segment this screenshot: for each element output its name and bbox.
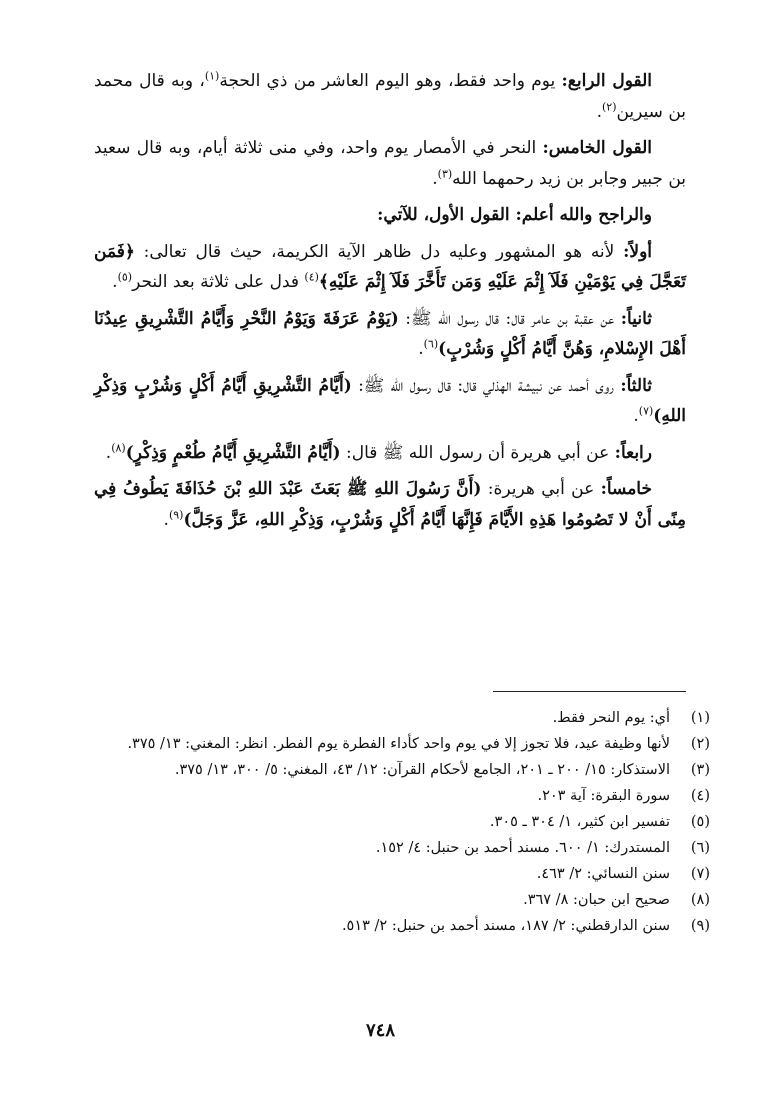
paragraph-opinion-5: القول الخامس: النحر في الأمصار يوم واحد، وفي منى ثلاثة أيام، وبه قال سعيد بن جبير وجابر بن زيد رحمهما الله$^{(٣)}$. [94,138,686,189]
hadith-quote: (أَيَّامُ التَّشْرِيقِ أَيَّامُ طُعْمٍ وَذِكْرٍ) [125,442,341,463]
footnote-ref: (٦) [423,337,439,351]
paragraph-second: ثانياً: عن عقبة بن عامر قال: قال رسول الله ﷺ: (يَوْمُ عَرَفَةَ وَيَوْمُ النَّحْرِ وَأَيَّامُ التَّشْرِيقِ عِيدُنَا أَهْلَ الإِسْلامِ، وَهُنَّ أَيَّامُ أَكْلٍ وَشُرْبٍ)$^{(٦)}$. [94,308,686,359]
hadith-quote: (يَوْمُ عَرَفَةَ وَيَوْمُ النَّحْرِ وَأَيَّامُ التَّشْرِيقِ عِيدُنَا أَهْلَ الإِسْلامِ، وَهُنَّ أَيَّامُ أَكْلٍ وَشُرْبٍ) [94,308,686,359]
paragraph-preferred [94,200,686,231]
preferred-heading: والراجح والله أعلم: القول الأول، للآتي: [377,205,652,225]
footnote-item [94,889,710,912]
footnote-number: (٦) [690,840,710,856]
footnote-item [94,811,710,834]
paragraph-label: ثانياً: [620,308,652,329]
footnote-number: (٤) [690,788,710,804]
paragraph-label: القول الرابع: [561,71,652,91]
footnote-text: سورة البقرة: آية ٢٠٣. [537,788,670,804]
footnote-number: (٩) [690,918,710,934]
footnote-number: (٣) [690,762,710,778]
paragraph-label: رابعاً: [614,442,652,463]
footnote-text: الاستذكار: ١٥/ ٢٠٠ ـ ٢٠١، الجامع لأحكام القرآن: ١٢/ ٤٣، المغني: ٥/ ٣٠٠، ١٣/ ٣٧٥. [174,762,670,778]
footnote-item [94,915,710,938]
paragraph-first: أولاً: لأنه هو المشهور وعليه دل ظاهر الآية الكريمة، حيث قال تعالى: ﴿فَمَن تَعَجَّلَ فِي يَوْمَيْنِ فَلَآ إِثْمَ عَلَيْهِ وَمَن تَأَخَّرَ فَلَآ إِثْمَ عَلَيْهِ﴾$^{(٤)}$ فدل على ثلاثة بعد النحر$^{(٥)}$. [94,241,686,292]
main-text [94,66,686,535]
footnote-item [94,707,710,730]
footnote-text: سنن الدارقطني: ٢/ ١٨٧، مسند أحمد بن حنبل: ٢/ ٥١٣. [341,918,670,934]
footnote-ref: (٤) [304,270,319,284]
hadith-quote: (أَنَّ رَسُولَ اللهِ ﷺ بَعَثَ عَبْدَ اللهِ بْنَ حُذَافَةَ يَطُوفُ فِي مِنًى أَنْ لا تَصُومُوا هَذِهِ الأَيَّامَ فَإِنَّهَا أَيَّامُ أَكْلٍ وَشُرْبٍ، وَذِكْرِ اللهِ، عَزَّ وَجَلَّ) [94,479,686,530]
paragraph-third: ثالثاً: روى أحمد عن نبيشة الهذلي قال: قال رسول الله ﷺ: (أَيَّامُ التَّشْرِيقِ أَيَّامُ أَكْلٍ وَشُرْبٍ وَذِكْرِ اللهِ)$^{(٧)}$. [94,375,686,426]
footnotes [94,707,710,941]
footnote-ref: (٧) [638,404,654,418]
footnote-number: (٢) [690,736,710,752]
paragraph-opinion-4: القول الرابع: يوم واحد فقط، وهو اليوم العاشر من ذي الحجة$^{(١)}$، وبه قال محمد بن سيرين$^{(٢)}$. [94,69,686,122]
paragraph-label: أولاً: [623,241,652,262]
paragraph-label: خامساً: [600,479,652,499]
hadith-quote: (أَيَّامُ التَّشْرِيقِ أَيَّامُ أَكْلٍ وَشُرْبٍ وَذِكْرِ اللهِ) [94,375,686,426]
footnote-item [94,759,710,782]
footnote-text: تفسير ابن كثير، ١/ ٣٠٤ ـ ٣٠٥. [489,814,670,830]
footnote-number: (١) [690,710,710,726]
page-number: ٧٤٨ [365,1020,395,1041]
footnote-ref: (٩) [168,507,184,521]
footnote-item [94,863,710,886]
footnote-number: (٧) [690,866,710,882]
quran-verse: ﴿فَمَن تَعَجَّلَ فِي يَوْمَيْنِ فَلَآ إِثْمَ عَلَيْهِ وَمَن تَأَخَّرَ فَلَآ إِثْمَ عَلَيْهِ﴾ [94,241,686,292]
paragraph-fifth: خامساً: عن أبي هريرة: (أَنَّ رَسُولَ اللهِ ﷺ بَعَثَ عَبْدَ اللهِ بْنَ حُذَافَةَ يَطُوفُ فِي مِنًى أَنْ لا تَصُومُوا هَذِهِ الأَيَّامَ فَإِنَّهَا أَيَّامُ أَكْلٍ وَشُرْبٍ، وَذِكْرِ اللهِ، عَزَّ وَجَلَّ)$^{(٩)}$. [94,479,686,530]
footnote-text: صحيح ابن حبان: ٨/ ٣٦٧. [523,892,670,908]
footnote-ref: (٥) [117,270,133,284]
footnote-ref: (١) [204,69,220,83]
footnote-text: أي: يوم النحر فقط. [552,710,670,726]
footnote-number: (٨) [690,892,710,908]
footnote-divider [493,691,686,692]
paragraph-label: ثالثاً: [620,375,652,396]
footnote-item [94,733,710,756]
footnote-text: المستدرك: ١/ ٦٠٠. مسند أحمد بن حنبل: ٤/ ١٥٢. [375,840,670,856]
footnote-number: (٥) [690,814,710,830]
paragraph-label: القول الخامس: [542,138,652,158]
footnote-item [94,837,710,860]
footnote-ref: (٢) [601,99,617,113]
footnote-ref: (٣) [437,166,453,180]
footnote-item [94,785,710,808]
paragraph-fourth: رابعاً: عن أبي هريرة أن رسول الله ﷺ قال: (أَيَّامُ التَّشْرِيقِ أَيَّامُ طُعْمٍ وَذِكْرٍ)$^{(٨)}$. [105,440,652,463]
footnote-text: لأنها وظيفة عيد، فلا تجوز إلا في يوم واحد كأداء الفطرة يوم الفطر. انظر: المغني: ١٣/ ٣٧٥. [127,736,670,752]
footnote-ref: (٨) [111,440,126,454]
footnote-text: سنن النسائي: ٢/ ٤٦٣. [536,866,670,882]
